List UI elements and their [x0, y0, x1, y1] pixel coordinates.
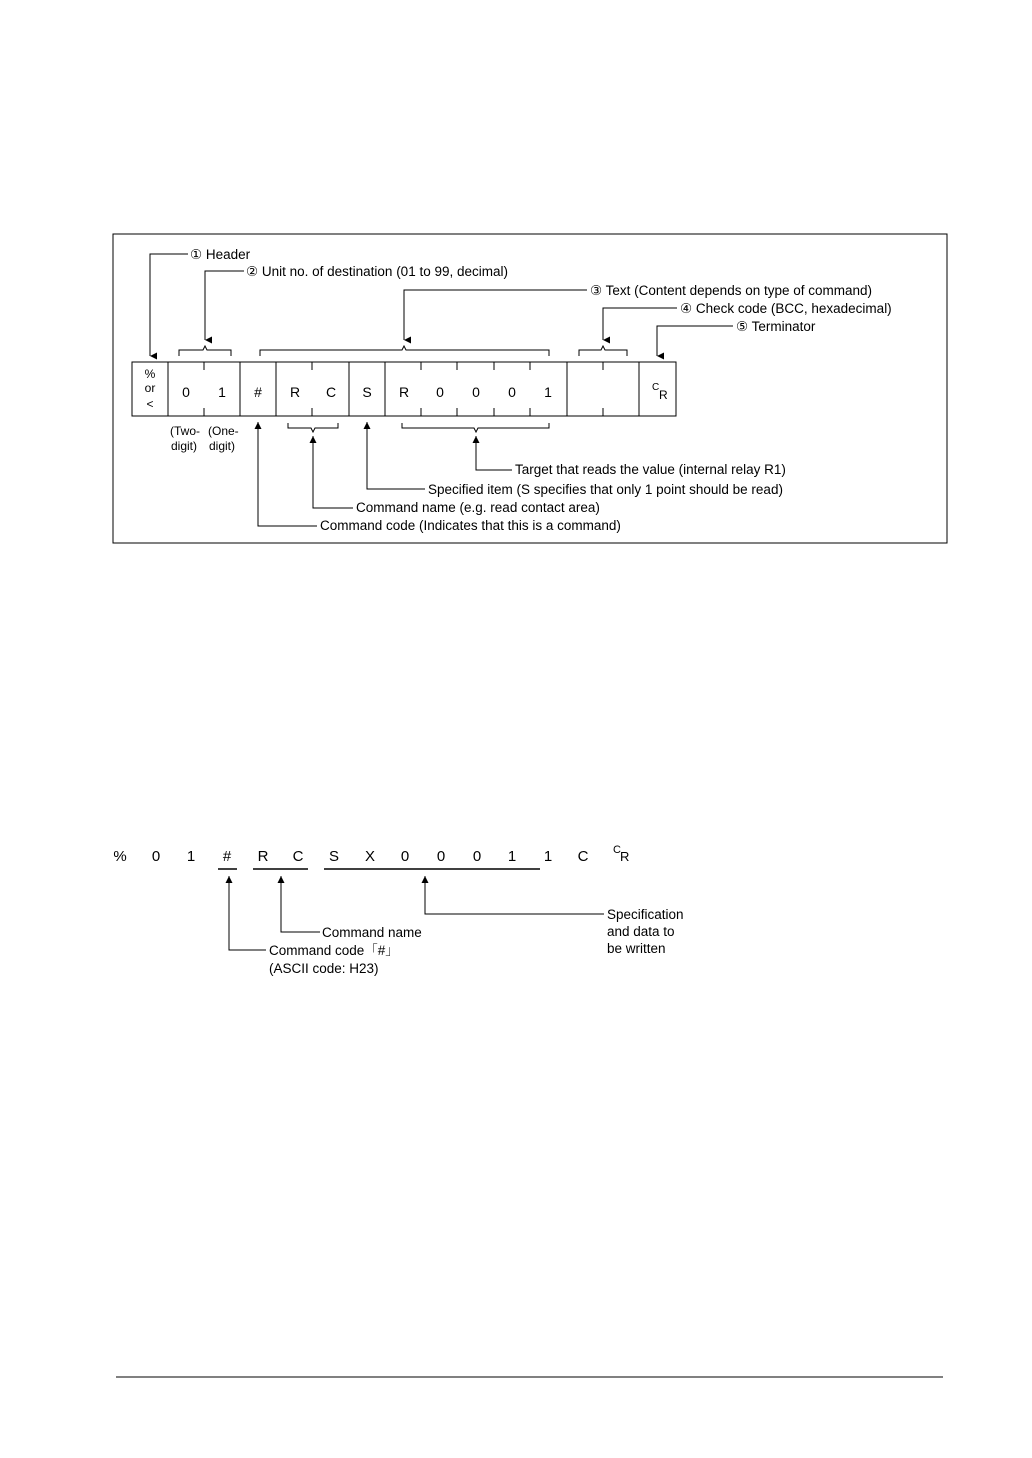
annotation-target: Target that reads the value (internal relay R1)	[515, 462, 786, 477]
target-char-4: 1	[544, 384, 552, 400]
two-digit-label-line1: (Two-	[170, 424, 200, 438]
cmd-char-3: #	[222, 848, 232, 865]
arrow-text	[404, 290, 587, 340]
cmd-char-11: 1	[507, 848, 517, 865]
label-spec-line2: and data to	[607, 924, 675, 939]
cmd-char-0: %	[113, 848, 127, 865]
specified-char: S	[362, 384, 372, 400]
command-code-char: #	[254, 384, 262, 400]
annotation-command-code: Command code (Indicates that this is a command)	[320, 518, 621, 533]
target-char-3: 0	[508, 384, 516, 400]
callout-unit-no: ② Unit no. of destination (01 to 99, decimal)	[246, 264, 508, 279]
label-command-name: Command name	[322, 925, 422, 940]
callout-check-code: ④ Check code (BCC, hexadecimal)	[680, 301, 892, 316]
target-char-0: R	[398, 384, 410, 400]
cmd-terminator-r: R	[620, 849, 630, 864]
callout-terminator: ⑤ Terminator	[736, 319, 816, 334]
arrow-spec-data	[425, 876, 604, 914]
callout-header: ① Header	[190, 247, 251, 262]
unit-digit-0: 0	[182, 384, 190, 400]
arrow-header	[150, 254, 188, 356]
annotation-command-name: Command name (e.g. read contact area)	[356, 500, 600, 515]
cmd-char-1: 0	[151, 848, 161, 865]
one-digit-label-line1: (One-	[208, 424, 239, 438]
annotation-specified-item: Specified item (S specifies that only 1 point should be read)	[428, 482, 783, 497]
cmd-char-4: R	[257, 848, 269, 865]
callout-text: ③ Text (Content depends on type of command)	[590, 283, 873, 298]
cmd-char-5: C	[292, 848, 304, 865]
label-spec-line1: Specification	[607, 907, 684, 922]
label-command-code-line2: (ASCII code: H23)	[269, 961, 379, 976]
brace-command-name	[288, 423, 338, 432]
header-symbol-or: or	[144, 381, 156, 395]
label-spec-line3: be written	[607, 941, 666, 956]
brace-unit-no	[179, 346, 231, 356]
cmd-char-12: 1	[543, 848, 553, 865]
cmd-char-7: X	[364, 848, 376, 865]
figure-2-command-example	[113, 844, 683, 976]
header-symbol-percent: %	[144, 367, 156, 381]
arrow-command-code	[258, 422, 317, 526]
arrow-unit-no	[205, 271, 244, 340]
target-char-1: 0	[436, 384, 444, 400]
terminator-r: R	[659, 388, 668, 402]
arrow-cmd-name	[281, 876, 320, 932]
cmd-char-10: 0	[472, 848, 482, 865]
header-symbol-lt: <	[146, 397, 154, 411]
cmd-char-6: S	[328, 848, 340, 865]
arrow-terminator	[657, 326, 733, 356]
target-char-2: 0	[472, 384, 480, 400]
command-name-char-r: R	[289, 384, 301, 400]
arrow-target	[476, 436, 512, 470]
arrow-cmd-code	[229, 876, 266, 950]
brace-target	[402, 423, 549, 432]
arrow-check-code	[603, 308, 677, 340]
cmd-char-8: 0	[400, 848, 410, 865]
arrow-specified-item	[367, 422, 425, 489]
figure-1-command-format	[113, 234, 947, 543]
cmd-char-9: 0	[436, 848, 446, 865]
terminator-c: C	[652, 382, 660, 393]
label-command-code-line1: Command code「#」	[269, 943, 399, 958]
brace-check-code	[579, 346, 627, 356]
cmd-char-13: C	[577, 848, 589, 865]
brace-text	[260, 346, 549, 356]
cmd-terminator-c: C	[613, 844, 621, 856]
one-digit-label-line2: digit)	[209, 439, 236, 453]
unit-digit-1: 1	[218, 384, 226, 400]
command-name-char-c: C	[325, 384, 337, 400]
arrow-command-name	[313, 436, 353, 508]
cmd-char-2: 1	[186, 848, 196, 865]
two-digit-label-line2: digit)	[171, 439, 198, 453]
